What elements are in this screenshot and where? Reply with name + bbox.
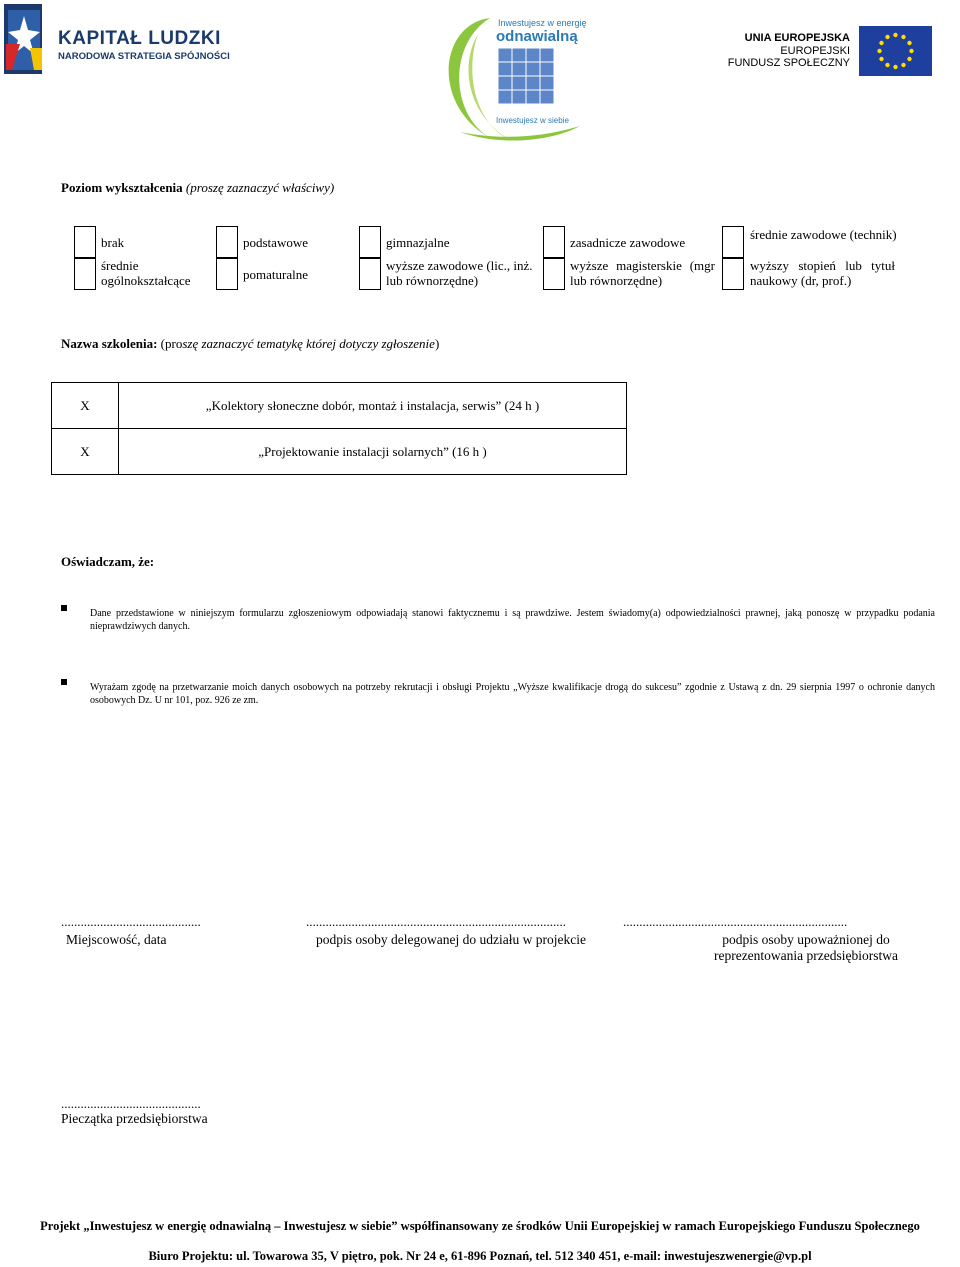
option-label: pomaturalne xyxy=(243,267,308,282)
signature-line-delegate: ................................................................................ xyxy=(306,914,566,929)
option-label: brak xyxy=(101,235,125,250)
option-label: podstawowe xyxy=(243,235,308,250)
checkbox-srednie-ogolnoksztalcace[interactable] xyxy=(74,258,96,290)
option-label: wyższe magisterskie (mgr lub równorzędne) xyxy=(570,258,715,288)
place-date-label: Miejscowość, data xyxy=(66,932,167,947)
checkbox-brak[interactable] xyxy=(74,226,96,258)
checkbox-wyzszy-stopien[interactable] xyxy=(722,258,744,290)
declaration-item: Dane przedstawione w niniejszym formularzu zgłoszeniowym odpowiadają stanowi faktycznemu i są prawdziwe. Jestem świadomy(a) odpowiedzialności prawnej, jaką ponoszę w przypadku podania nieprawdziwych danych. xyxy=(90,608,935,632)
training-heading-paren-close: ) xyxy=(434,336,440,351)
training-table xyxy=(51,382,627,475)
kapital-ludzki-title: KAPITAŁ LUDZKI xyxy=(58,28,221,49)
renewable-logo-top-text: Inwestujesz w energię xyxy=(498,18,587,28)
authorized-signature-label xyxy=(706,932,906,964)
option-label: gimnazjalne xyxy=(386,235,450,250)
training-title-cell: „Projektowanie instalacji solarnych” (16 h ) xyxy=(119,429,627,475)
renewable-energy-logo xyxy=(430,14,605,144)
checkbox-srednie-zawodowe[interactable] xyxy=(722,226,744,258)
bullet-icon xyxy=(61,679,67,685)
training-mark-cell[interactable]: X xyxy=(52,383,119,429)
eu-logo-text xyxy=(728,32,850,70)
option-label: zasadnicze zawodowe xyxy=(570,235,686,250)
stamp-label: Pieczątka przedsiębiorstwa xyxy=(61,1111,208,1126)
checkbox-gimnazjalne[interactable] xyxy=(359,226,381,258)
education-heading xyxy=(61,180,334,196)
checkbox-wyzsze-zawodowe[interactable] xyxy=(359,258,381,290)
option-label: wyższy stopień lub tytuł naukowy (dr, prof.) xyxy=(750,258,895,288)
eu-logo xyxy=(727,26,936,78)
checkbox-zasadnicze-zawodowe[interactable] xyxy=(543,226,565,258)
training-mark-cell[interactable]: X xyxy=(52,429,119,475)
training-heading xyxy=(61,336,439,352)
eu-line-2: EUROPEJSKI xyxy=(780,44,850,57)
education-heading-italic: (proszę zaznaczyć właściwy) xyxy=(185,180,335,195)
renewable-logo-main-text: odnawialną xyxy=(496,28,578,45)
eu-line-3: FUNDUSZ SPOŁECZNY xyxy=(727,57,850,69)
stamp-line: ........................................... xyxy=(61,1096,201,1111)
table-row xyxy=(52,383,627,429)
bullet-icon xyxy=(61,605,67,611)
footer-project-line: Projekt „Inwestujesz w energię odnawialną – Inwestujesz w siebie” współfinansowany ze środków Unii Europejskiej w ramach Europejskiego Funduszu Społecznego xyxy=(40,1219,920,1233)
signature-line-authorized: ..................................................................... xyxy=(623,914,848,929)
footer-office-line: Biuro Projektu: ul. Towarowa 35, V piętro, pok. Nr 24 e, 61-896 Poznań, tel. 512 340 451, e-mail: inwestujeszwenergie@vp.pl xyxy=(148,1249,812,1263)
training-heading-paren: (pro xyxy=(160,336,183,351)
checkbox-pomaturalne[interactable] xyxy=(216,258,238,290)
renewable-logo-bottom-text: Inwestujesz w siebie xyxy=(496,116,569,125)
checkbox-wyzsze-magisterskie[interactable] xyxy=(543,258,565,290)
checkbox-podstawowe[interactable] xyxy=(216,226,238,258)
table-row xyxy=(52,429,627,475)
option-label: średnie zawodowe (technik) xyxy=(750,227,897,242)
declaration-item: Wyrażam zgodę na przetwarzanie moich danych osobowych na potrzeby rekrutacji i obsługi Projektu „Wyższe kwalifikacje drogą do sukcesu” zgodnie z Ustawą z dn. 29 sierpnia 1997 o ochronie danych osobowych Dz. U nr 101, poz. 926 ze zm. xyxy=(90,682,935,706)
signature-line-place-date: ........................................... xyxy=(61,914,201,929)
eu-line-1: UNIA EUROPEJSKA xyxy=(744,32,850,44)
option-label: wyższe zawodowe (lic., inż. lub równorzędne) xyxy=(386,258,533,288)
kapital-ludzki-logo xyxy=(4,4,230,74)
education-heading-bold: Poziom wykształcenia xyxy=(61,180,183,195)
kapital-ludzki-subtitle: NARODOWA STRATEGIA SPÓJNOŚCI xyxy=(58,51,230,62)
authorized-label-line-1: podpis osoby upoważnionej do xyxy=(722,932,890,947)
training-title-cell: „Kolektory słoneczne dobór, montaż i instalacja, serwis” (24 h ) xyxy=(119,383,627,429)
training-heading-italic: szę zaznaczyć tematykę której dotyczy zgłoszenie xyxy=(182,336,435,351)
declaration-heading: Oświadczam, że: xyxy=(61,554,155,569)
eu-flag-icon xyxy=(859,26,932,76)
authorized-label-line-2: reprezentowania przedsiębiorstwa xyxy=(713,948,899,963)
delegate-signature-label: podpis osoby delegowanej do udziału w projekcie xyxy=(316,932,586,947)
kapital-ludzki-star-icon xyxy=(4,4,46,74)
option-label: średnie ogólnokształcące xyxy=(101,258,191,288)
training-heading-bold: Nazwa szkolenia: xyxy=(61,336,158,351)
